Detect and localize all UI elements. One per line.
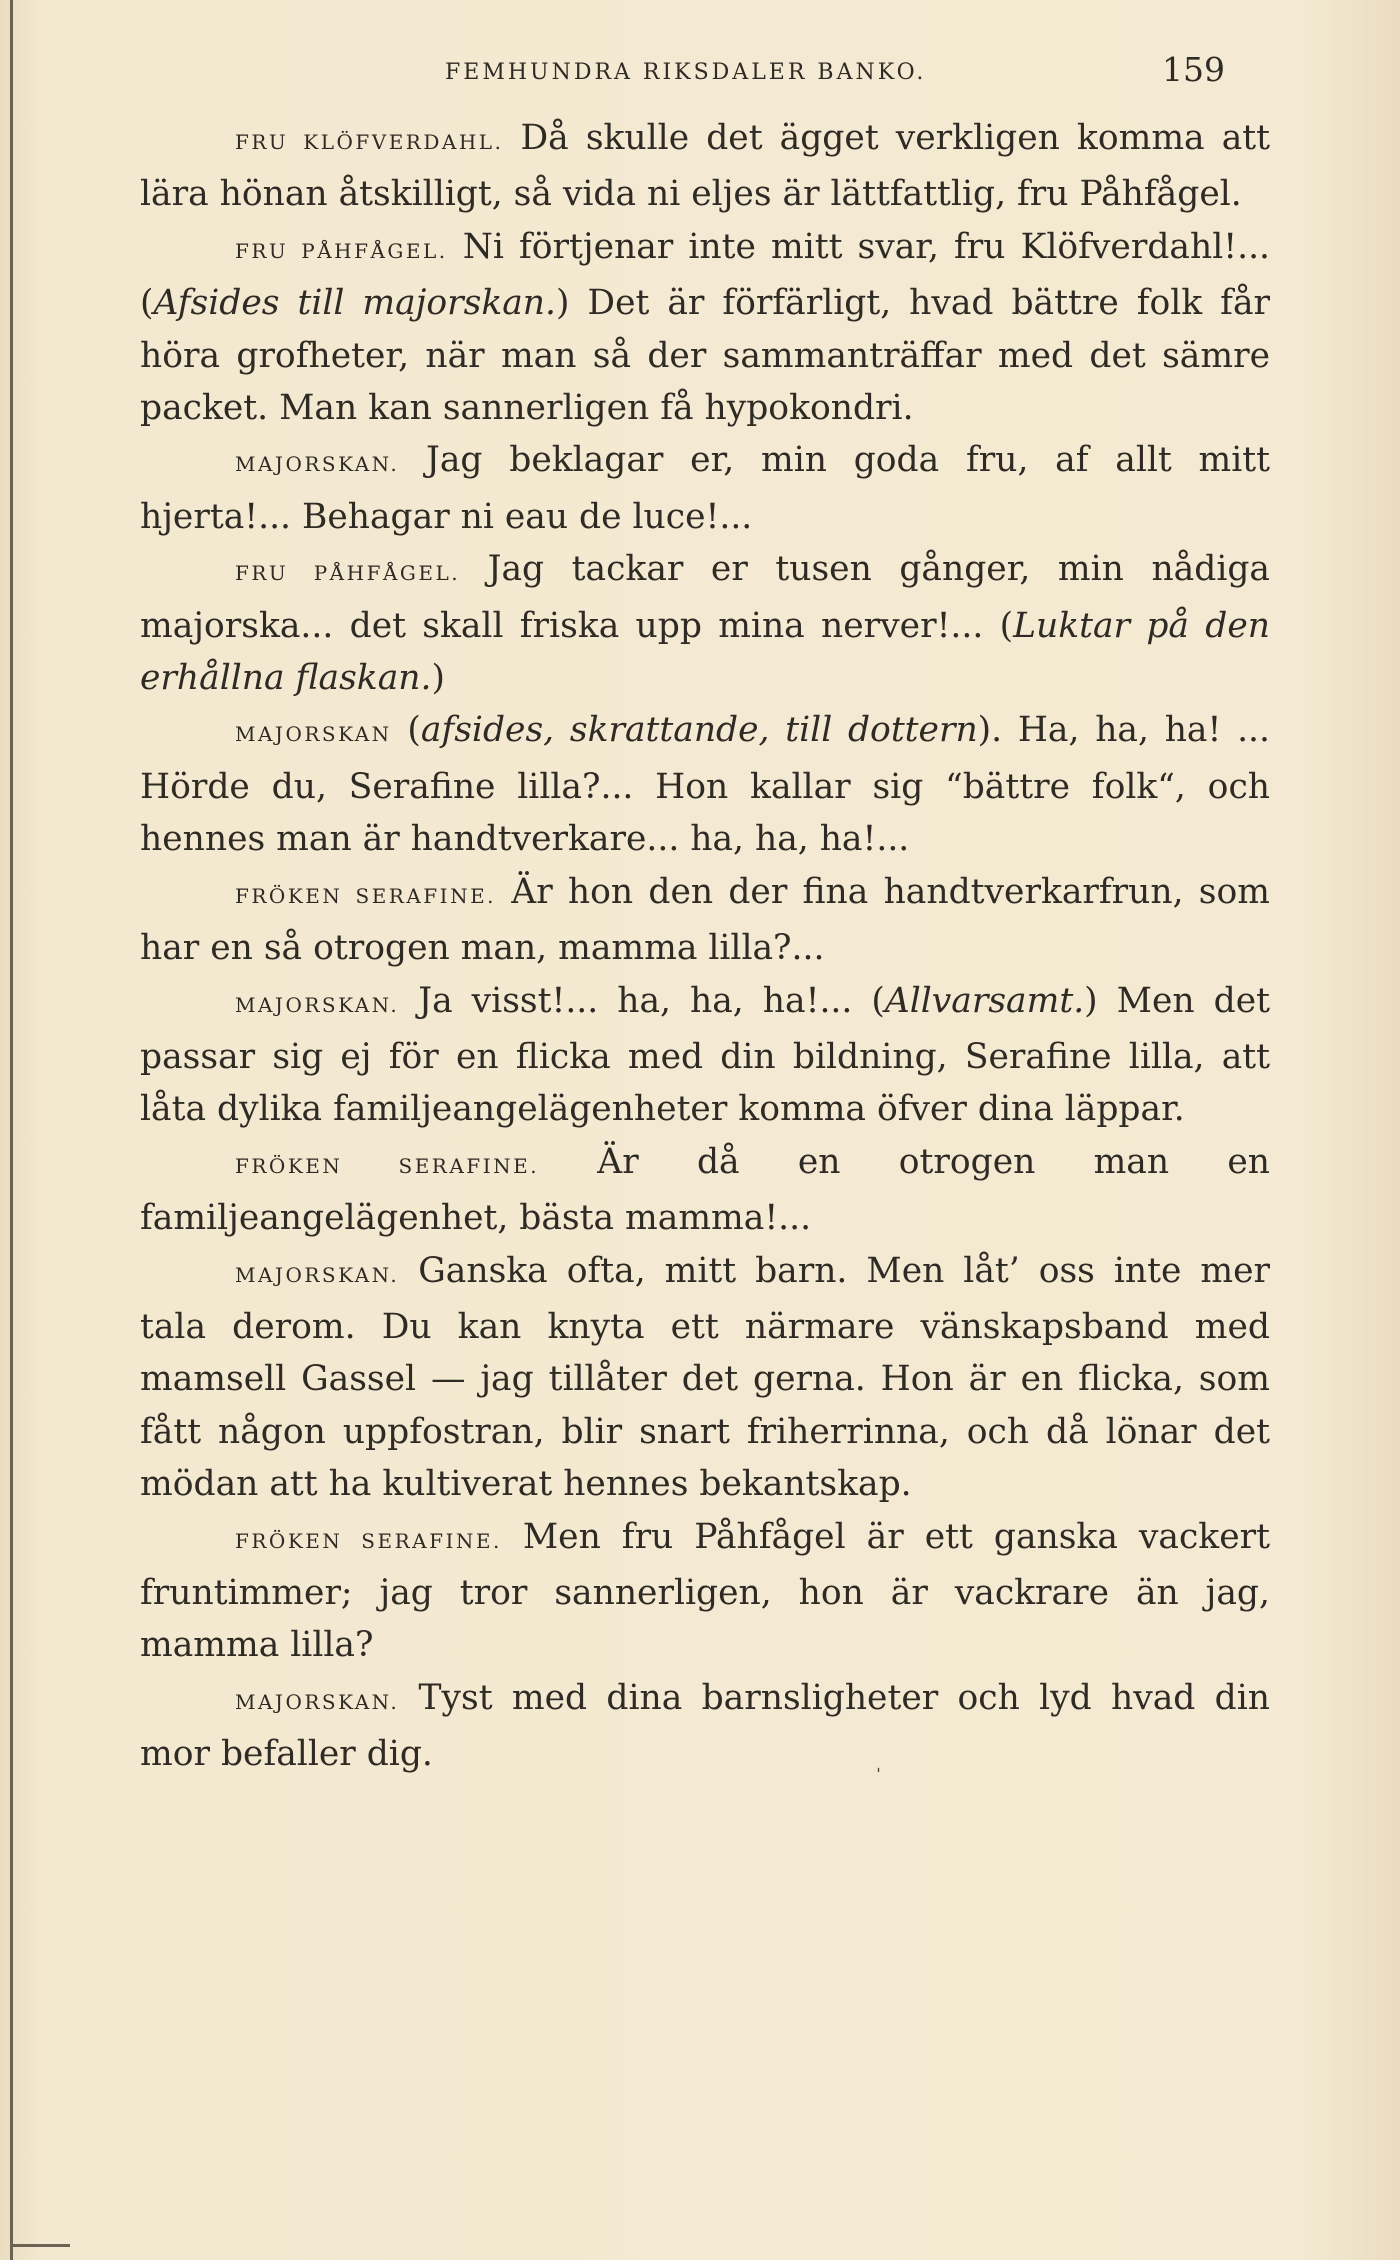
- dialogue-paragraph: [140, 1245, 1270, 1511]
- speech-text: ) Men det passar sig ej för en flicka med din bildning, Serafine lilla, att låta dylika familjeangelägenheter komma öfver dina läppar.: [140, 980, 1270, 1130]
- speaker-name: MAJORSKAN.: [235, 452, 400, 477]
- dialogue-paragraph: [140, 543, 1270, 704]
- speaker-name: FRU PÅHFÅGEL.: [235, 561, 461, 586]
- speaker-name: FRU PÅHFÅGEL.: [235, 238, 448, 263]
- speech-text: ) Det är förfärligt, hvad bättre folk får höra grofheter, när man så der sammanträffar med det sämre packet. Man kan sannerligen få hypokondri.: [140, 283, 1270, 429]
- stage-direction: Afsides till majorskan.: [153, 283, 556, 324]
- speaker-name: MAJORSKAN.: [235, 992, 400, 1017]
- running-title: FEMHUNDRA RIKSDALER BANKO.: [445, 60, 927, 85]
- speech-text: Jag beklagar er, min goda fru, af allt mitt hjerta!... Behagar ni eau de luce!...: [140, 440, 1270, 537]
- stage-direction: Luktar på den erhållna flaskan.: [140, 605, 1270, 699]
- running-head: [140, 50, 1225, 100]
- dialogue-paragraph: [140, 1511, 1270, 1672]
- stage-direction: Allvarsamt.: [884, 980, 1085, 1021]
- stage-direction: afsides, skrattande, till dottern: [420, 710, 978, 751]
- speech-text: Ni förtjenar inte mitt svar, fru Klöfverdahl!... (: [140, 226, 1270, 324]
- dialogue-paragraph: [140, 866, 1270, 975]
- speech-text: Men fru Påhfågel är ett ganska vackert fruntimmer; jag tror sannerligen, hon är vackrare än jag, mamma lilla?: [140, 1516, 1270, 1666]
- dialogue-paragraph: [140, 704, 1270, 865]
- dialogue-paragraph: [140, 1136, 1270, 1245]
- speech-text: Är då en otrogen man en familjeangelägenhet, bästa mamma!...: [140, 1141, 1270, 1239]
- dialogue-text: [140, 112, 1270, 1781]
- ink-speck: ˌ: [876, 1754, 881, 1775]
- speech-text: Ganska ofta, mitt barn. Men låt’ oss inte mer tala derom. Du kan knyta ett närmare vänskapsband med mamsell Gassel — jag tillåter det gerna. Hon är en flicka, som fått någon uppfostran, blir snart friherrinna, och då lönar det mödan att ha kultiverat hennes bekantskap.: [140, 1250, 1270, 1505]
- page-number: 159: [1162, 50, 1225, 89]
- dialogue-paragraph: [140, 975, 1270, 1136]
- speech-text: Är hon den der fina handtverkarfrun, som har en så otrogen man, mamma lilla?...: [140, 871, 1270, 969]
- speech-text: Tyst med dina barnsligheter och lyd hvad din mor befaller dig.: [140, 1677, 1270, 1775]
- speaker-name: FRU KLÖFVERDAHL.: [235, 130, 504, 154]
- dialogue-paragraph: [140, 1672, 1270, 1781]
- speech-text: (: [391, 710, 421, 751]
- binding-edge-foot: [10, 2244, 70, 2247]
- speaker-name: MAJORSKAN: [235, 722, 392, 747]
- dialogue-paragraph: [140, 112, 1270, 221]
- speech-text: ). Ha, ha, ha! ... Hörde du, Serafine lilla?... Hon kallar sig “bättre folk“, och hennes man är handtverkare... ha, ha, ha!...: [140, 710, 1270, 860]
- speech-text: Då skulle det ägget verkligen komma att lära hönan åtskilligt, så vida ni eljes är lättfattlig, fru Påhfågel.: [140, 118, 1270, 215]
- speech-text: Jag tackar er tusen gånger, min nådiga majorska... det skall friska upp mina nerver!... (: [140, 549, 1271, 646]
- binding-edge-line: [10, 0, 13, 2260]
- speaker-name: FRÖKEN SERAFINE.: [235, 1528, 502, 1553]
- speech-text: ): [431, 658, 445, 699]
- speech-text: Ja visst!... ha, ha, ha!... (: [399, 980, 885, 1021]
- speaker-name: MAJORSKAN.: [235, 1689, 400, 1714]
- dialogue-paragraph: [140, 434, 1270, 543]
- speaker-name: FRÖKEN SERAFINE.: [235, 1153, 540, 1178]
- dialogue-paragraph: [140, 221, 1270, 435]
- speaker-name: MAJORSKAN.: [235, 1262, 400, 1287]
- speaker-name: FRÖKEN SERAFINE.: [235, 883, 497, 908]
